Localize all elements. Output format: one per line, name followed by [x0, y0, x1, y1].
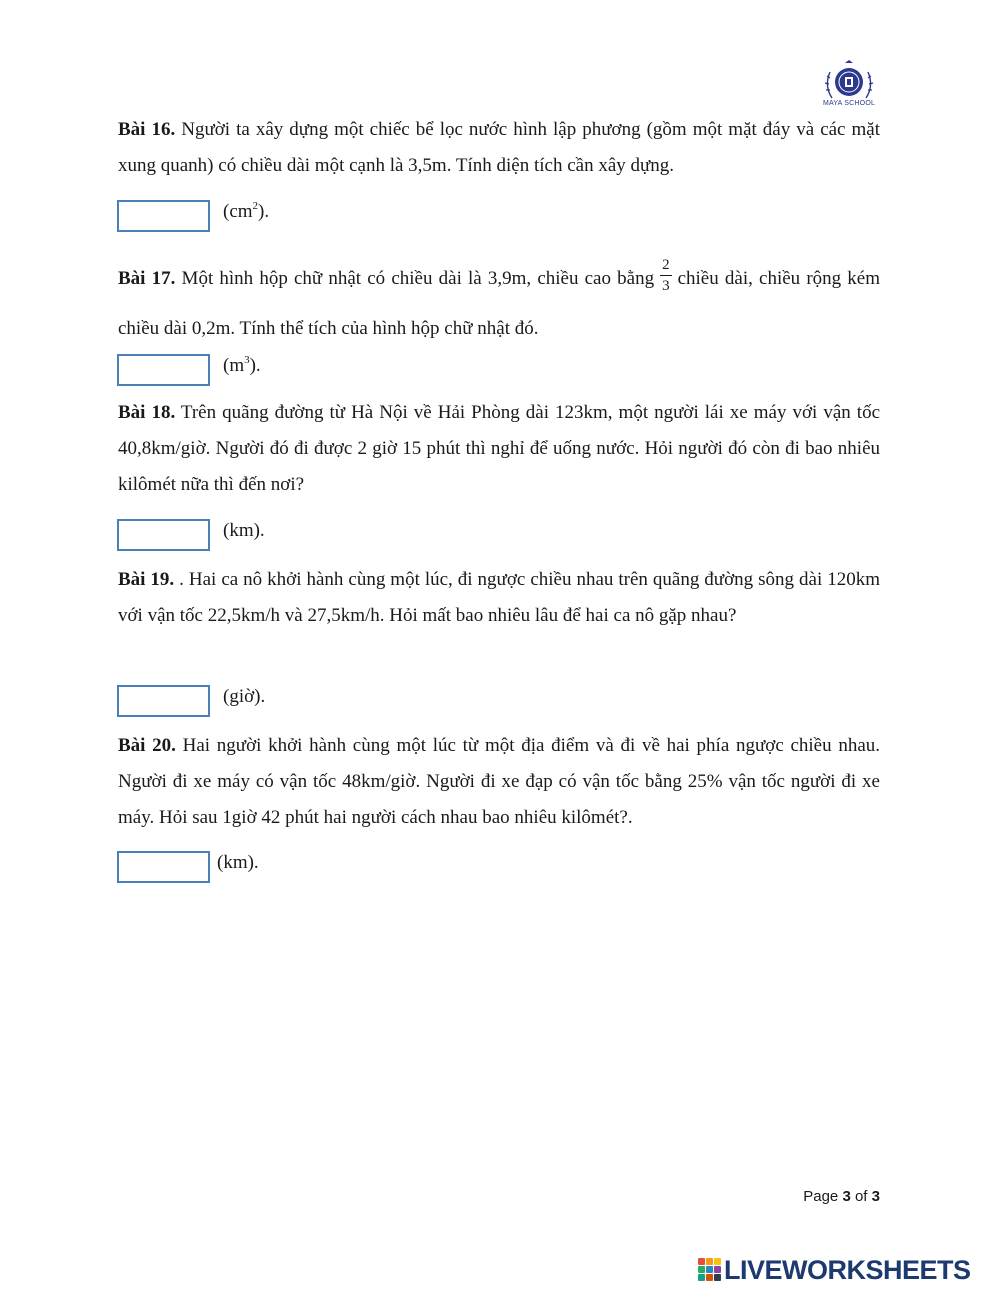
page-number: Page 3 of 3 [803, 1188, 880, 1205]
answer-input-17[interactable] [117, 354, 210, 386]
answer-unit-19: (giờ). [223, 686, 266, 707]
answer-unit-18: (km). [223, 520, 265, 541]
problem-text: Trên quãng đường từ Hà Nội về Hải Phòng dài 123km, một người lái xe máy với vận tốc 40,8km/giờ. Người đó đi được 2 giờ 15 phút thì nghỉ để uống nước. Hỏi người đó còn đi bao nhiêu kilômét nữa thì đến nơi? [118, 402, 880, 495]
answer-input-19[interactable] [117, 685, 210, 717]
problem-label: Bài 17. [118, 268, 176, 289]
problem-18 [118, 395, 880, 503]
answer-input-18[interactable] [117, 519, 210, 551]
problem-19 [118, 562, 880, 634]
problem-text: Người ta xây dựng một chiếc bể lọc nước hình lập phương (gồm một mặt đáy và các mặt xung quanh) có chiều dài một cạnh là 3,5m. Tính diện tích cần xây dựng. [118, 119, 880, 176]
liveworksheets-wordmark: LIVEWORKSHEETS [724, 1255, 971, 1285]
problem-20 [118, 728, 880, 836]
answer-unit-20: (km). [217, 852, 259, 873]
answer-input-16[interactable] [117, 200, 210, 232]
problem-label: Bài 19. [118, 569, 175, 590]
problem-text-before: Một hình hộp chữ nhật có chiều dài là 3,9m, chiều cao bằng [181, 268, 655, 289]
liveworksheets-logo [698, 1255, 994, 1285]
problem-16 [118, 112, 880, 184]
answer-unit-16: $(cm^2)$. [223, 200, 270, 222]
fraction: $\frac{2}{3}$ [662, 257, 670, 295]
problem-17 [118, 254, 880, 354]
answer-input-20[interactable] [117, 851, 210, 883]
problem-label: Bài 16. [118, 119, 176, 140]
problem-label: Bài 18. [118, 402, 176, 423]
problem-text-after: chiều dài, chiều rộng kém chiều dài 0,2m. Tính thể tích của hình hộp chữ nhật đó. [118, 268, 881, 339]
problem-label: Bài 20. [118, 735, 176, 756]
school-name: MAYA SCHOOL [822, 100, 876, 107]
liveworksheets-icon [698, 1258, 724, 1282]
answer-unit-17: $(m^3)$. [223, 354, 261, 376]
problem-text: Hai người khởi hành cùng một lúc từ một địa điểm và đi về hai phía ngược chiều nhau. Người đi xe máy có vận tốc 48km/giờ. Người đi xe đạp có vận tốc bằng 25% vận tốc người đi xe máy. Hỏi sau 1giờ 42 phút hai người cách nhau bao nhiêu kilômét?. [118, 735, 881, 828]
problem-text: . Hai ca nô khởi hành cùng một lúc, đi ngược chiều nhau trên quãng đường sông dài 120km với vận tốc 22,5km/h và 27,5km/h. Hỏi mất bao nhiêu lâu để hai ca nô gặp nhau? [118, 569, 880, 626]
